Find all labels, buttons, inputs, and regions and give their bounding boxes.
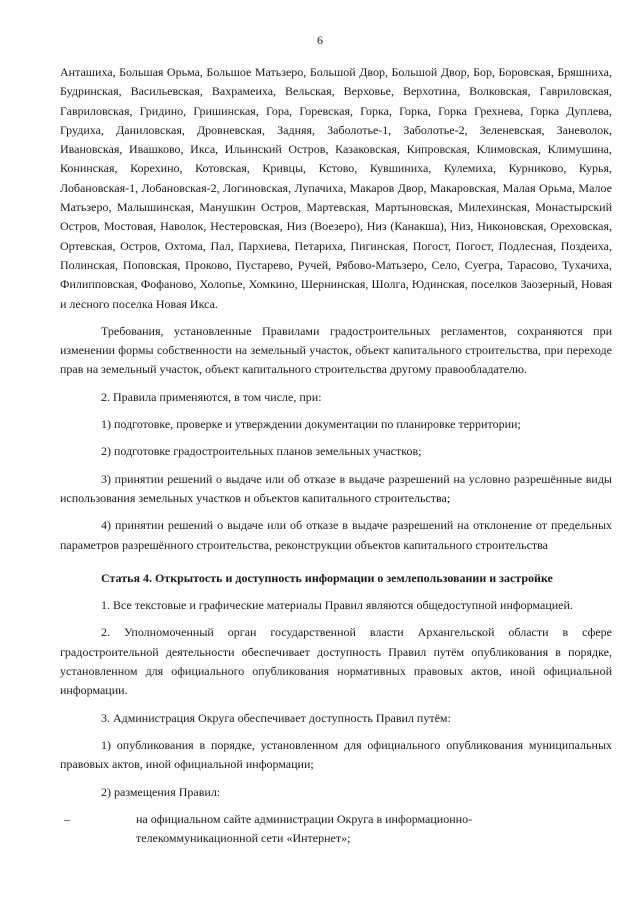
list-item: 2) подготовке градостроительных планов земельных участков;: [101, 444, 422, 459]
requirements-paragraph: Требования, установленные Правилами градостроительных регламентов, сохраняются при изменении формы собственности на земельный участок, объект капитального строительства, при переходе прав на земельный участок, объект капитального строительства другому правообладателю.: [60, 323, 612, 377]
document-body: [60, 63, 612, 848]
dash-list-item: [60, 810, 612, 849]
dash-bullet: –: [64, 811, 70, 826]
page-number: 6: [317, 33, 323, 47]
list-item: 1) подготовке, проверке и утверждении документации по планировке территории;: [101, 417, 521, 432]
rules-applied-paragraph: 2. Правила применяются, в том числе, при:: [101, 389, 322, 404]
article-heading: Статья 4. Открытость и доступность информации о землепользовании и застройке: [101, 570, 553, 585]
list-item: 1) опубликования в порядке, установленном для официального опубликования муниципальных правовых актов, иной официальной информации;: [60, 737, 612, 772]
list-item: 4) принятии решений о выдаче или об отказе в выдаче разрешений на отклонение от предельных параметров разрешённого строительства, реконструкции объектов капитального строительства: [60, 518, 612, 552]
list-item: 2) размещения Правил:: [101, 784, 221, 799]
dash-item-text: на официальном сайте администрации Округа в информационно-телекоммуникационной сети «Интернет»;: [136, 811, 473, 846]
list-item: 3) принятии решений о выдаче или об отказе в выдаче разрешений на условно разрешённые виды использования земельных участков и объектов капитального строительства;: [60, 471, 612, 505]
article-paragraph: 3. Администрация Округа обеспечивает доступность Правил путём:: [101, 710, 451, 725]
article-paragraph: 2. Уполномоченный орган государственной власти Архангельской области в сфере градостроительной деятельности обеспечивает доступность Правил путём опубликования в порядке, установленном для официального опубликования нормативных правовых актов, иной официальной информации.: [60, 625, 612, 698]
article-paragraph: 1. Все текстовые и графические материалы Правил являются общедоступной информацией.: [101, 598, 573, 613]
settlement-list-paragraph: Анташиха, Большая Орьма, Большое Матьзеро, Большой Двор, Большой Двор, Бор, Боровская, Бряшниха, Будринская, Васильевская, Вахрамеиха, Вельская, Верховье, Верхотина, Волковская, Гавриловская, Гавриловская, Гридино, Гришинская, Гора, Горевская, Горка, Горка, Горка Грехнева, Горка Дуплева, Грудиха, Даниловская, Дровневская, Задняя, Заболотье-1, Заболотье-2, Зеленевская, Заневолок, Ивановская, Ивашково, Икса, Ильинский Остров, Казаковская, Кипровская, Климовская, Климушина, Конинская, Корехино, Котовская, Кривцы, Кстово, Кувшиниха, Кулемиха, Курниково, Курья, Лобановская-1, Лобановская-2, Логиновская, Лупачиха, Макаров Двор, Макаровская, Малая Орьма, Малое Матьзеро, Малышинская, Манушкин Остров, Мартевская, Мартыновская, Милехинская, Монастырский Остров, Мостовая, Наволок, Нестеровская, Низ (Воезеро), Низ (Канакша), Низ, Никоновская, Ореховская, Ортевская, Остров, Охтома, Пал, Пархиева, Петариха, Пигинская, Погост, Погост, Подлесная, Поздеиха, Полинская, Поповская, Проково, Пустарево, Ручей, Рябово-Матьзеро, Село, Суегра, Тарасово, Тухачиха, Филипповская, Фофаново, Холопье, Хомкино, Шернинская, Шолга, Юдинская, поселков Заозерный, Новая и лесного поселка Новая Икса.: [60, 65, 612, 311]
